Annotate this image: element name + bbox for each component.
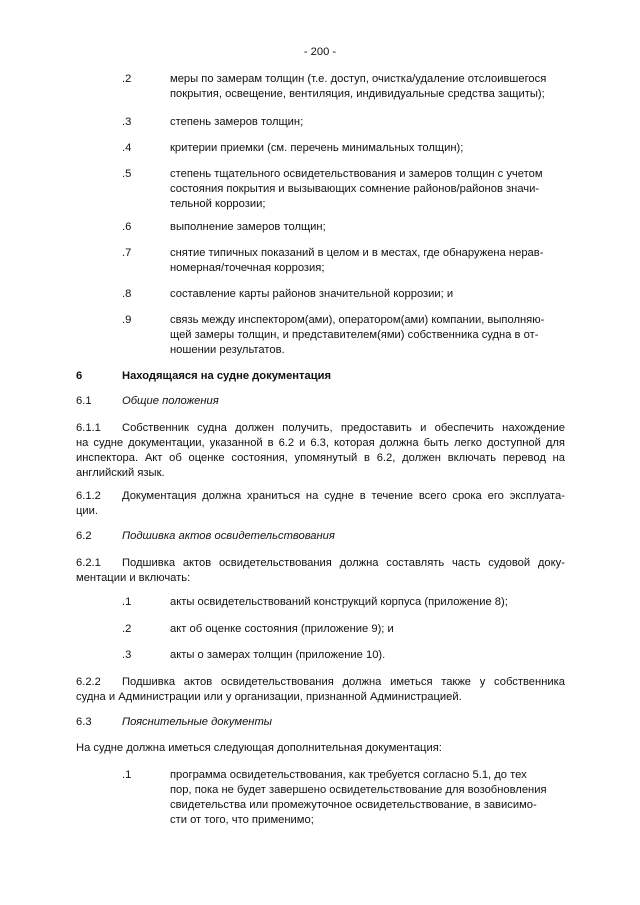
subsection-number: 6.1 [76,395,92,407]
list-item-number: .3 [122,116,132,128]
subsection-title: Пояснительные документы [122,716,272,728]
list-item-text: выполнение замеров толщин; [170,221,326,233]
subsection-title: Общие положения [122,395,219,407]
list-item-number: .5 [122,168,132,180]
list-item-number: .9 [122,314,132,326]
paragraph: 6.1.2 Документация должна храниться на судне в течение всего срока его эксплуата- ции. [76,490,565,517]
section-number: 6 [76,370,83,382]
list-item-number: .1 [122,769,132,781]
list-item-text: программа освидетельствования, как требуется согласно 5.1, до тех пор, пока не будет завершено освидетельствование для возобновления свидетельства или промежуточное освидетельствование, в зависимо- сти от того, что применимо; [170,769,547,826]
paragraph-number: 6.1.2 [76,490,101,502]
section-title: Находящаяся на судне документация [122,370,332,382]
list-item-text: акты о замерах толщин (приложение 10). [170,649,386,661]
paragraph: На судне должна иметься следующая дополнительная документация: [76,742,442,754]
list-item-text: связь между инспектором(ами), оператором(ами) компании, выполняю- щей замеры толщин, и представителем(ями) собственника судна в от- ношении результатов. [170,314,545,356]
paragraph-number: 6.2.2 [76,676,101,688]
list-item-number: .2 [122,623,132,635]
subsection-title: Подшивка актов освидетельствования [122,530,335,542]
list-item-text: акт об оценке состояния (приложение 9); и [170,623,394,635]
list-item-text: акты освидетельствований конструкций корпуса (приложение 8); [170,596,508,608]
paragraph: 6.2.2 Подшивка актов освидетельствования должна иметься также у собственника судна и Администрации или у организации, признанной Администрацией. [76,676,565,703]
paragraph: 6.2.1 Подшивка актов освидетельствования должна составлять часть судовой доку- ментации и включать: [76,557,565,584]
page-number: - 200 - [303,46,337,58]
list-item-text: снятие типичных показаний в целом и в местах, где обнаружена нерав- номерная/точечная коррозия; [170,247,544,274]
list-item-text: степень замеров толщин; [170,116,304,128]
subsection-number: 6.3 [76,716,92,728]
list-item-number: .6 [122,221,132,233]
list-item-number: .3 [122,649,132,661]
list-item-number: .1 [122,596,132,608]
paragraph-number: 6.1.1 [76,422,101,434]
subsection-number: 6.2 [76,530,92,542]
list-item-text: составление карты районов значительной коррозии; и [170,288,454,300]
paragraph-number: 6.2.1 [76,557,101,569]
list-item-number: .2 [122,73,132,85]
list-item-number: .7 [122,247,132,259]
list-item-number: .4 [122,142,132,154]
list-item-text: критерии приемки (см. перечень минимальных толщин); [170,142,464,154]
list-item-number: .8 [122,288,132,300]
list-item-text: степень тщательного освидетельствования и замеров толщин с учетом состояния покрытия и вызывающих сомнение районов/районов значи- тельной коррозии; [170,168,543,210]
paragraph: 6.1.1 Собственник судна должен получить, предоставить и обеспечить нахождение на судне документации, указанной в 6.2 и 6.3, которая должна быть легко доступной для инспектора. Акт об оценке состояния, упомянутый в 6.2, должен включать перевод на английский язык. [76,422,565,479]
list-item-text: меры по замерам толщин (т.е. доступ, очистка/удаление отслоившегося покрытия, освещение, вентиляция, индивидуальные средства защиты); [170,73,547,100]
